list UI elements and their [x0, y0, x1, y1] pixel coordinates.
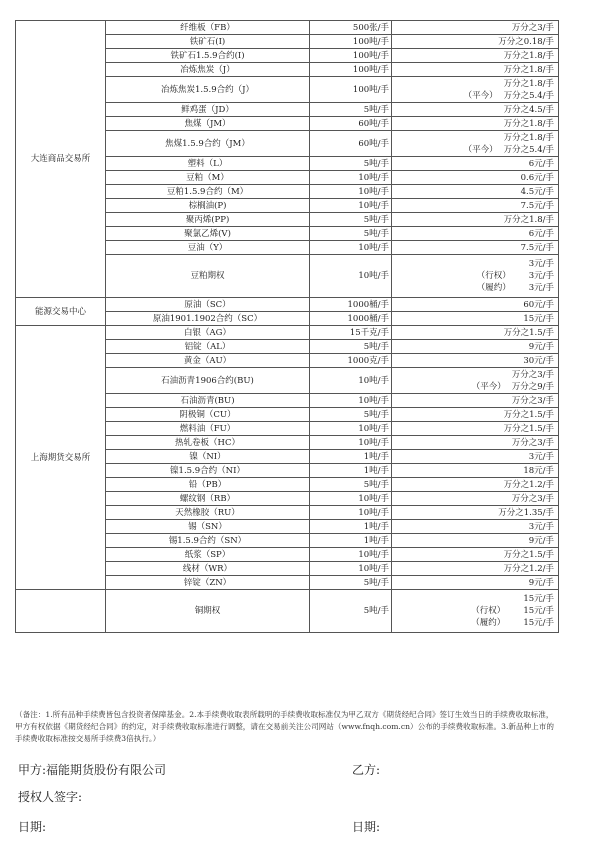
- fee-cell: [392, 408, 559, 422]
- fee-line: [394, 282, 554, 294]
- contract-name: 镍1.5.9合约（NI）: [106, 464, 310, 478]
- exchange-name: [16, 590, 106, 633]
- trading-unit: 1000桶/手: [310, 312, 392, 326]
- fee-table: [15, 20, 559, 633]
- fee-value: 万分之9/手: [511, 381, 554, 392]
- contract-name: 聚氯乙烯(V): [106, 227, 310, 241]
- exchange-name: 能源交易中心: [16, 298, 106, 326]
- trading-unit: 100吨/手: [310, 35, 392, 49]
- fee-cell: [392, 117, 559, 131]
- exchange-name: 大连商品交易所: [16, 21, 106, 298]
- fee-cell: [392, 227, 559, 241]
- fee-cell: [392, 478, 559, 492]
- trading-unit: 5吨/手: [310, 213, 392, 227]
- fee-value: 7.5元/手: [520, 200, 554, 211]
- fee-cell: [392, 492, 559, 506]
- fee-value: 万分之1.8/手: [503, 78, 554, 89]
- contract-name: 冶炼焦炭1.5.9合约（J）: [106, 77, 310, 103]
- fee-cell: [392, 157, 559, 171]
- contract-name: 锌锭（ZN）: [106, 576, 310, 590]
- trading-unit: 60吨/手: [310, 131, 392, 157]
- party-b-date-label: 日期:: [352, 820, 381, 834]
- trading-unit: 100吨/手: [310, 77, 392, 103]
- contract-name: 冶炼焦炭（J）: [106, 63, 310, 77]
- fee-value: 6元/手: [528, 228, 554, 239]
- trading-unit: 10吨/手: [310, 368, 392, 394]
- trading-unit: 10吨/手: [310, 394, 392, 408]
- fee-cell: [392, 368, 559, 394]
- trading-unit: 10吨/手: [310, 255, 392, 298]
- trading-unit: 10吨/手: [310, 506, 392, 520]
- trading-unit: 1吨/手: [310, 534, 392, 548]
- trading-unit: 10吨/手: [310, 562, 392, 576]
- table-row: [16, 326, 559, 340]
- fee-prefix: （平今）: [471, 381, 506, 392]
- fee-value: 7.5元/手: [520, 242, 554, 253]
- fee-cell: [392, 63, 559, 77]
- trading-unit: 1000桶/手: [310, 298, 392, 312]
- trading-unit: 5吨/手: [310, 103, 392, 117]
- trading-unit: 10吨/手: [310, 422, 392, 436]
- contract-name: 天然橡胶（RU）: [106, 506, 310, 520]
- fee-table-body: [16, 21, 559, 633]
- fee-cell: [392, 422, 559, 436]
- contract-name: 燃料油（FU）: [106, 422, 310, 436]
- fee-cell: [392, 103, 559, 117]
- fee-cell: [392, 590, 559, 633]
- fee-value: 万分之1.5/手: [503, 409, 554, 420]
- contract-name: 原油（SC）: [106, 298, 310, 312]
- contract-name: 豆粕期权: [106, 255, 310, 298]
- fee-value: 万分之1.8/手: [503, 214, 554, 225]
- contract-name: 鲜鸡蛋（JD）: [106, 103, 310, 117]
- party-a-date-label: 日期:: [18, 820, 47, 834]
- fee-cell: [392, 131, 559, 157]
- contract-name: 螺纹钢（RB）: [106, 492, 310, 506]
- trading-unit: 10吨/手: [310, 492, 392, 506]
- contract-name: 铅（PB）: [106, 478, 310, 492]
- fee-cell: [392, 298, 559, 312]
- fee-cell: [392, 255, 559, 298]
- trading-unit: 5吨/手: [310, 478, 392, 492]
- fee-cell: [392, 326, 559, 340]
- fee-cell: [392, 213, 559, 227]
- trading-unit: 5吨/手: [310, 590, 392, 633]
- fee-value: 万分之1.8/手: [503, 132, 554, 143]
- trading-unit: 1吨/手: [310, 464, 392, 478]
- fee-prefix: （履约）: [471, 618, 506, 628]
- fee-line: [394, 90, 554, 102]
- trading-unit: 1000克/手: [310, 354, 392, 368]
- contract-name: 石油沥青(BU): [106, 394, 310, 408]
- fee-value: 15元/手: [523, 594, 554, 604]
- trading-unit: 10吨/手: [310, 241, 392, 255]
- trading-unit: 60吨/手: [310, 117, 392, 131]
- fee-cell: [392, 548, 559, 562]
- contract-name: 阴极铜（CU）: [106, 408, 310, 422]
- authorized-signature-label: 授权人签字:: [18, 790, 83, 804]
- contract-name: 黄金（AU）: [106, 354, 310, 368]
- trading-unit: 5吨/手: [310, 576, 392, 590]
- party-a-label: 甲方:福能期货股份有限公司: [18, 763, 167, 777]
- fee-cell: [392, 506, 559, 520]
- contract-name: 镍（NI）: [106, 450, 310, 464]
- trading-unit: 1吨/手: [310, 450, 392, 464]
- fee-value: 万分之4.5/手: [503, 104, 554, 115]
- fee-value: 9元/手: [528, 341, 554, 352]
- fee-value: 9元/手: [528, 577, 554, 588]
- fee-value: 30元/手: [523, 355, 554, 366]
- contract-name: 塑料（L）: [106, 157, 310, 171]
- contract-name: 纸浆（SP）: [106, 548, 310, 562]
- contract-name: 热轧卷板（HC）: [106, 436, 310, 450]
- fee-value: 万分之1.5/手: [503, 423, 554, 434]
- trading-unit: 15千克/手: [310, 326, 392, 340]
- fee-line: [394, 617, 554, 629]
- fee-value: 万分之1.2/手: [503, 479, 554, 490]
- fee-value: 18元/手: [523, 465, 554, 476]
- fee-value: 万分之1.8/手: [503, 118, 554, 129]
- fee-value: 万分之5.4/手: [503, 90, 554, 101]
- fee-prefix: （行权）: [471, 606, 506, 616]
- fee-cell: [392, 562, 559, 576]
- fee-cell: [392, 199, 559, 213]
- fee-value: 15元/手: [523, 606, 554, 616]
- fee-value: 3元/手: [528, 451, 554, 462]
- fee-cell: [392, 520, 559, 534]
- party-b-label: 乙方:: [352, 763, 381, 777]
- exchange-name: 上海期货交易所: [16, 326, 106, 590]
- contract-name: 原油1901.1902合约（SC）: [106, 312, 310, 326]
- fee-line: [394, 381, 554, 393]
- contract-name: 白银（AG）: [106, 326, 310, 340]
- contract-name: 豆粕1.5.9合约（M）: [106, 185, 310, 199]
- fee-value: 万分之5.4/手: [503, 144, 554, 155]
- fee-cell: [392, 21, 559, 35]
- contract-name: 锡1.5.9合约（SN）: [106, 534, 310, 548]
- contract-name: 线材（WR）: [106, 562, 310, 576]
- trading-unit: 100吨/手: [310, 49, 392, 63]
- trading-unit: 500张/手: [310, 21, 392, 35]
- trading-unit: 10吨/手: [310, 171, 392, 185]
- fee-cell: [392, 35, 559, 49]
- fee-line: [394, 144, 554, 156]
- trading-unit: 10吨/手: [310, 199, 392, 213]
- trading-unit: 5吨/手: [310, 227, 392, 241]
- fee-value: 60元/手: [523, 299, 554, 310]
- fee-value: 6元/手: [528, 158, 554, 169]
- fee-value: 万分之3/手: [511, 22, 554, 33]
- table-row: [16, 21, 559, 35]
- trading-unit: 10吨/手: [310, 185, 392, 199]
- fee-value: 万分之3/手: [511, 437, 554, 448]
- trading-unit: 100吨/手: [310, 63, 392, 77]
- fee-prefix: （行权）: [476, 271, 511, 281]
- fee-value: 万分之0.18/手: [498, 36, 554, 47]
- fee-value: 3元/手: [528, 521, 554, 532]
- fee-cell: [392, 450, 559, 464]
- fee-cell: [392, 576, 559, 590]
- contract-name: 棕榈油(P): [106, 199, 310, 213]
- fee-cell: [392, 354, 559, 368]
- fee-line: [394, 270, 554, 282]
- contract-name: 铁矿石(I): [106, 35, 310, 49]
- fee-value: 9元/手: [528, 535, 554, 546]
- fee-value: 万分之1.5/手: [503, 549, 554, 560]
- trading-unit: 5吨/手: [310, 340, 392, 354]
- fee-cell: [392, 312, 559, 326]
- trading-unit: 5吨/手: [310, 408, 392, 422]
- trading-unit: 5吨/手: [310, 157, 392, 171]
- fee-value: 万分之1.8/手: [503, 50, 554, 61]
- fee-value: 万分之3/手: [511, 395, 554, 406]
- fee-cell: [392, 185, 559, 199]
- fee-value: 15元/手: [523, 618, 554, 628]
- fee-cell: [392, 340, 559, 354]
- contract-name: 锡（SN）: [106, 520, 310, 534]
- fee-cell: [392, 436, 559, 450]
- remark-note: （备注：1.所有品种手续费皆包含投资者保障基金。2.本手续费收取表所载明的手续费收取标准仅为甲乙双方《期货经纪合同》签订生效当日的手续费收取标准，甲方有权依据《期货经纪合同》的约定，对手续费收取标准进行调整，请在交易前关注公司网站（www.fnqh.com.cn）公布的手续费收取标准。3.新品种上市的手续费收取标准按交易所手续费3倍执行。）: [15, 710, 554, 743]
- trading-unit: 10吨/手: [310, 548, 392, 562]
- contract-name: 焦煤（JM）: [106, 117, 310, 131]
- contract-name: 豆油（Y）: [106, 241, 310, 255]
- fee-cell: [392, 171, 559, 185]
- contract-name: 纤维板（FB）: [106, 21, 310, 35]
- fee-cell: [392, 49, 559, 63]
- table-row: [16, 298, 559, 312]
- fee-cell: [392, 77, 559, 103]
- fee-value: 3元/手: [528, 259, 554, 269]
- fee-value: 万分之1.5/手: [503, 327, 554, 338]
- contract-name: 铜期权: [106, 590, 310, 633]
- contract-name: 铝锭（AL）: [106, 340, 310, 354]
- fee-value: 0.6元/手: [520, 172, 554, 183]
- contract-name: 聚丙烯(PP): [106, 213, 310, 227]
- fee-cell: [392, 464, 559, 478]
- fee-value: 万分之3/手: [511, 369, 554, 380]
- contract-name: 铁矿石1.5.9合约(I): [106, 49, 310, 63]
- table-row: [16, 590, 559, 633]
- trading-unit: 1吨/手: [310, 520, 392, 534]
- fee-value: 万分之1.2/手: [503, 563, 554, 574]
- fee-value: 4.5元/手: [520, 186, 554, 197]
- fee-line: [394, 605, 554, 617]
- contract-name: 焦煤1.5.9合约（JM）: [106, 131, 310, 157]
- fee-value: 万分之3/手: [511, 493, 554, 504]
- fee-value: 3元/手: [528, 283, 554, 293]
- fee-cell: [392, 534, 559, 548]
- contract-name: 豆粕（M）: [106, 171, 310, 185]
- fee-value: 15元/手: [523, 313, 554, 324]
- fee-prefix: （履约）: [476, 283, 511, 293]
- fee-value: 万分之1.8/手: [503, 64, 554, 75]
- fee-cell: [392, 394, 559, 408]
- fee-prefix: （平今）: [463, 90, 498, 101]
- fee-prefix: （平今）: [463, 144, 498, 155]
- contract-name: 石油沥青1906合约(BU): [106, 368, 310, 394]
- trading-unit: 10吨/手: [310, 436, 392, 450]
- fee-cell: [392, 241, 559, 255]
- fee-value: 万分之1.35/手: [498, 507, 554, 518]
- fee-value: 3元/手: [528, 271, 554, 281]
